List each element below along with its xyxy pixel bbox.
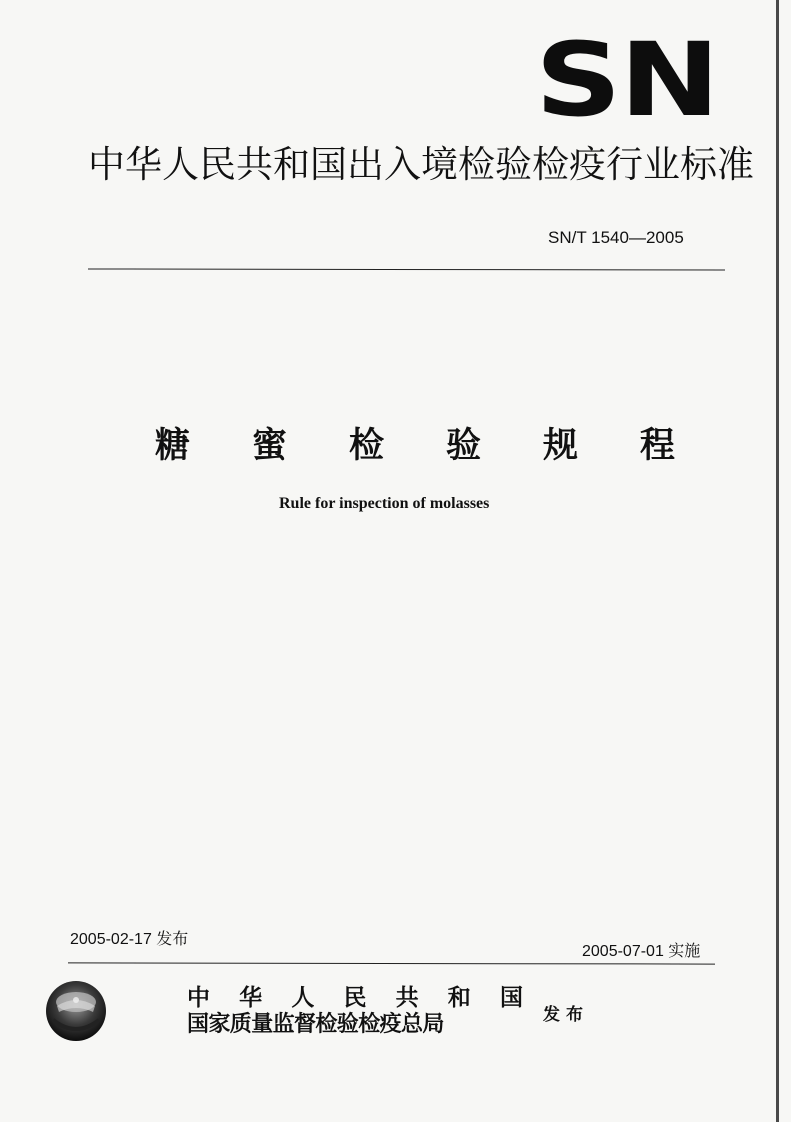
issuer-char: 人 [291, 984, 315, 1011]
title-char: 规 [542, 426, 578, 466]
sn-logo: SN [535, 21, 718, 140]
main-title [155, 423, 675, 469]
national-emblem-icon [45, 980, 107, 1042]
issuer-char: 民 [343, 984, 367, 1011]
issuer-char: 华 [239, 984, 263, 1011]
issue-date: 2005-02-17 发布 [70, 931, 189, 948]
issuer-char: 中 [187, 984, 210, 1011]
issuer-country [187, 984, 523, 1012]
scan-edge [776, 0, 779, 1122]
title-char: 验 [445, 426, 481, 466]
standard-category-title: 中华人民共和国出入境检验检疫行业标准 [88, 143, 754, 186]
issuer-agency: 国家质量监督检验检疫总局 [187, 1011, 444, 1037]
header-divider [88, 268, 725, 270]
issuer-char: 共 [395, 984, 419, 1011]
implementation-date: 2005-07-01 实施 [582, 943, 701, 960]
issuer-action: 发布 [543, 1005, 589, 1025]
standard-number: SN/T 1540—2005 [548, 228, 684, 247]
title-char: 程 [639, 426, 675, 466]
issuer-char: 和 [447, 984, 471, 1011]
title-char: 蜜 [251, 426, 287, 466]
title-char: 检 [348, 426, 384, 466]
english-title: Rule for inspection of molasses [279, 495, 490, 512]
footer-divider [68, 962, 715, 964]
title-char: 糖 [155, 426, 191, 466]
issuer-char: 国 [499, 984, 523, 1011]
